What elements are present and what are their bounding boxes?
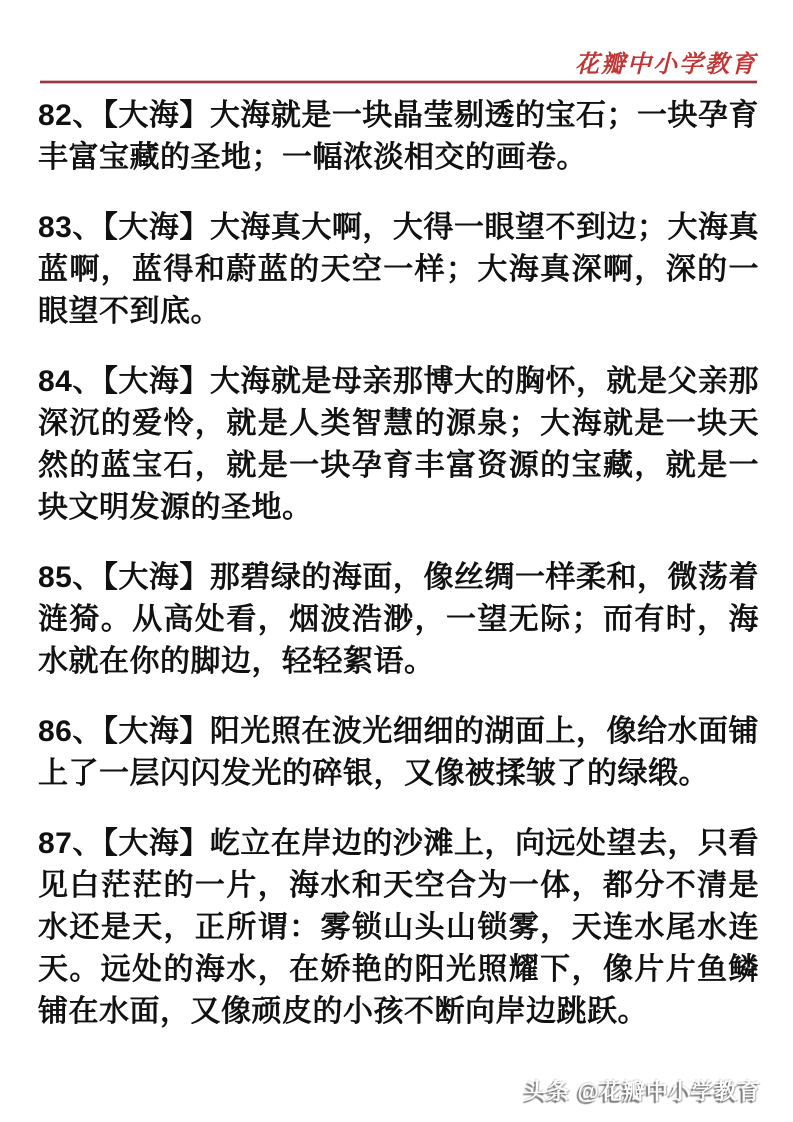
entry-85: 85、【大海】那碧绿的海面，像丝绸一样柔和，微荡着涟猗。从高处看，烟波浩渺，一望无际；而有时，海水就在你的脚边，轻轻絮语。: [38, 561, 759, 678]
entry-87: 87、【大海】屹立在岸边的沙滩上，向远处望去，只看见白茫茫的一片，海水和天空合为一体，都分不清是水还是天，正所谓：雾锁山头山锁雾，天连水尾水连天。远处的海水，在娇艳的阳光照耀下，像片片鱼鳞铺在水面，又像顽皮的小孩不断向岸边跳跃。: [38, 827, 759, 1028]
sentence-list: [0, 83, 793, 1033]
page-header: [0, 0, 793, 83]
brand-logo-text: 花瓣中小学教育: [575, 49, 757, 78]
entry-82: 82、【大海】大海就是一块晶莹剔透的宝石；一块孕育丰富宝藏的圣地；一幅浓淡相交的画卷。: [38, 99, 759, 174]
entry-86: 86、【大海】阳光照在波光细细的湖面上，像给水面铺上了一层闪闪发光的碎银，又像被揉皱了的绿缎。: [38, 715, 759, 790]
entry-84: 84、【大海】大海就是母亲那博大的胸怀，就是父亲那深沉的爱怜，就是人类智慧的源泉；大海就是一块天然的蓝宝石，就是一块孕育丰富资源的宝藏，就是一块文明发源的圣地。: [38, 365, 759, 524]
entry-83: 83、【大海】大海真大啊，大得一眼望不到边；大海真蓝啊，蓝得和蔚蓝的天空一样；大海真深啊，深的一眼望不到底。: [38, 211, 759, 328]
toutiao-watermark: 头条 @花瓣中小学教育: [524, 1079, 761, 1104]
